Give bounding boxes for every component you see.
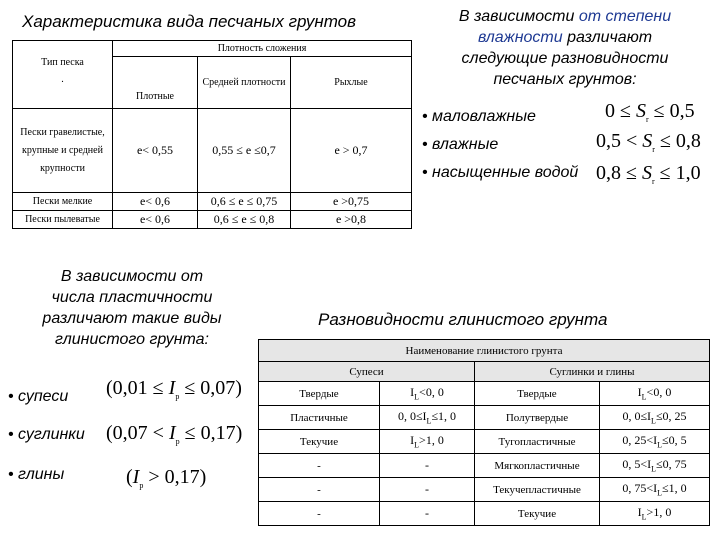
sand-characteristics-title: Характеристика вида песчаных грунтов	[22, 12, 356, 31]
state-cell: Текучепластичные	[475, 478, 600, 502]
plasticity-formula: $(I_p > 0,17)$	[126, 466, 207, 490]
value-cell: -	[380, 502, 475, 526]
value-cell: 0, $0\le I_L\le 0$, 25	[600, 406, 710, 430]
col-loose: Рыхлые	[291, 57, 412, 109]
table-row	[259, 406, 710, 430]
intro-text: В зависимости от	[60, 268, 204, 285]
list-item: • супеси	[8, 388, 69, 405]
table-row	[13, 193, 412, 211]
sand-type-header-dot: .	[61, 74, 64, 85]
state-cell: Мягкопластичные	[475, 454, 600, 478]
col-medium: Средней плотности	[198, 57, 291, 109]
table-row	[13, 109, 412, 193]
plasticity-formula: $(0,07 < I_p \le 0,17)$	[106, 422, 243, 446]
row-value: e< 0,6	[113, 193, 198, 211]
moisture-formula: $0,8 \le S_r \le 1,0$	[596, 162, 701, 186]
clay-table-header: Наименование глинистого грунта	[259, 340, 710, 362]
value-cell: $I_L<0$, 0	[600, 382, 710, 406]
row-value: e< 0,6	[113, 211, 198, 229]
group-loam-clay: Суглинки и глины	[475, 362, 710, 382]
intro-highlight: от степени	[578, 8, 672, 25]
intro-text: глинистого грунта:	[55, 331, 209, 348]
sand-type-header: Тип песка	[41, 57, 84, 68]
value-cell: -	[380, 454, 475, 478]
table-row	[259, 454, 710, 478]
state-cell: Текучие	[259, 430, 380, 454]
row-name: Пески гравелистые, крупные и средней крупности	[13, 109, 113, 193]
value-cell: 0, $75<I_L\le 1$, 0	[600, 478, 710, 502]
value-cell: 0, $5<I_L\le 0$, 75	[600, 454, 710, 478]
list-item: • суглинки	[8, 426, 85, 443]
group-sandy-loam: Супеси	[259, 362, 475, 382]
value-cell: 0, $0\le I_L\le 1$, 0	[380, 406, 475, 430]
value-cell: 0, $25<I_L\le 0$, 5	[600, 430, 710, 454]
state-cell: Текучие	[475, 502, 600, 526]
intro-text: В зависимости	[458, 8, 579, 25]
intro-highlight: влажности	[477, 29, 563, 46]
clay-types-table	[258, 339, 710, 526]
state-cell: Твердые	[475, 382, 600, 406]
table-row	[259, 478, 710, 502]
row-name: Пески пылеватые	[13, 211, 113, 229]
value-cell: $I_L>1$, 0	[380, 430, 475, 454]
row-name: Пески мелкие	[13, 193, 113, 211]
state-cell: -	[259, 502, 380, 526]
value-cell: $I_L>1$, 0	[600, 502, 710, 526]
row-value: 0,55 ≤ e ≤0,7	[198, 109, 291, 193]
state-cell: -	[259, 478, 380, 502]
sand-type-header-cell	[13, 41, 113, 109]
value-cell: $I_L<0$, 0	[380, 382, 475, 406]
list-item: • глины	[8, 466, 65, 483]
moisture-intro	[420, 6, 710, 90]
row-value: e >0,75	[291, 193, 412, 211]
plasticity-formula: $(0,01 \le I_p \le 0,07)$	[106, 377, 242, 401]
row-value: e >0,8	[291, 211, 412, 229]
moisture-formula: $0 \le S_r \le 0,5$	[605, 100, 695, 124]
table-row	[259, 430, 710, 454]
intro-text: песчаных грунтов:	[493, 71, 637, 88]
row-value: 0,6 ≤ e ≤ 0,75	[198, 193, 291, 211]
row-value: e > 0,7	[291, 109, 412, 193]
state-cell: Пластичные	[259, 406, 380, 430]
table-row	[259, 382, 710, 406]
row-value: 0,6 ≤ e ≤ 0,8	[198, 211, 291, 229]
list-item: • влажные	[422, 136, 499, 153]
density-header: Плотность сложения	[113, 41, 412, 57]
row-value: e< 0,55	[113, 109, 198, 193]
value-cell: -	[380, 478, 475, 502]
intro-text: числа пластичности	[51, 289, 213, 306]
list-item: • насыщенные водой	[422, 164, 579, 181]
col-dense: Плотные	[113, 57, 198, 109]
state-cell: Полутвердые	[475, 406, 600, 430]
clay-types-title: Разновидности глинистого грунта	[318, 310, 608, 329]
state-cell: Тугопластичные	[475, 430, 600, 454]
table-row	[259, 502, 710, 526]
intro-text: следующие разновидности	[461, 50, 669, 67]
state-cell: -	[259, 454, 380, 478]
table-row	[13, 211, 412, 229]
sand-density-table	[12, 40, 412, 229]
intro-text: различают	[562, 29, 653, 46]
plasticity-intro	[12, 266, 252, 350]
list-item: • маловлажные	[422, 108, 536, 125]
state-cell: Твердые	[259, 382, 380, 406]
intro-text: различают такие виды	[42, 310, 222, 327]
moisture-formula: $0,5 < S_r \le 0,8$	[596, 130, 701, 154]
